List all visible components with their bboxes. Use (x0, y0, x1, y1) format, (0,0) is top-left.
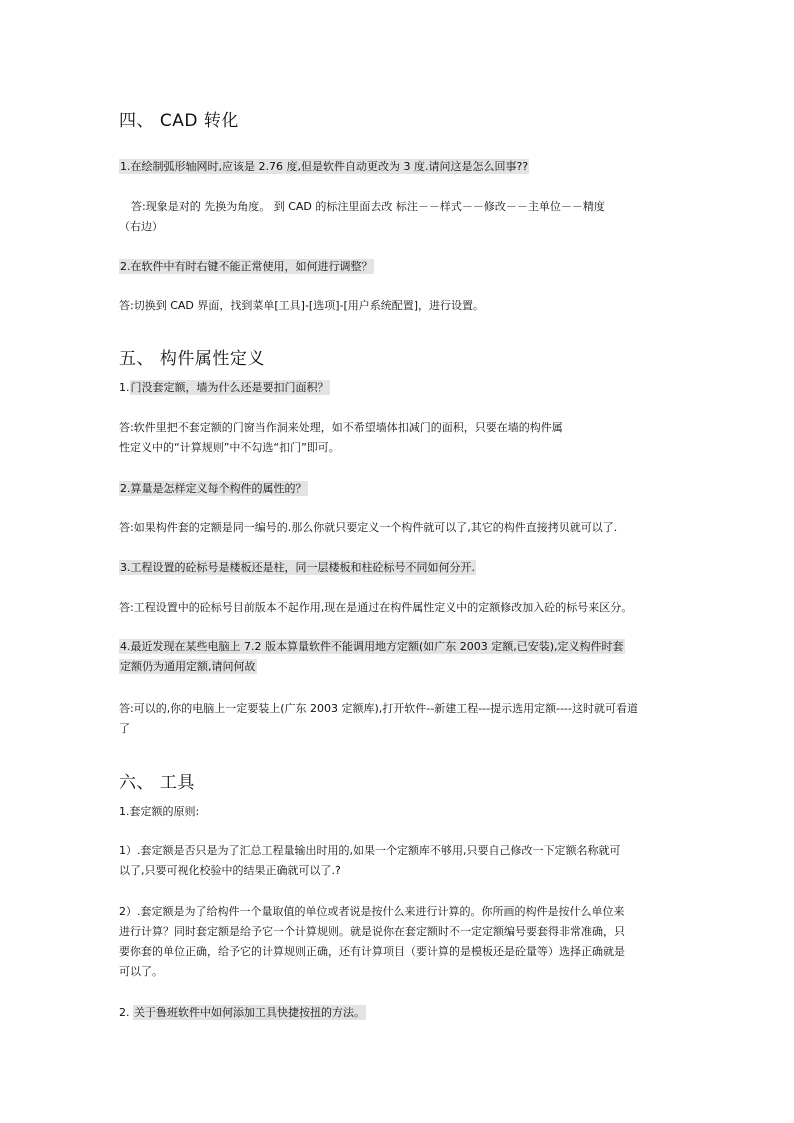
answer-1-line-2: 性定义中的“计算规则”中不勾选“扣门”即可。 (119, 441, 340, 454)
answer-1-line-2: （右边） (119, 220, 163, 233)
item-1-heading: 1.套定额的原则: (119, 805, 200, 818)
answer-1-line-1: 答:软件里把不套定额的门窗当作洞来处理，如不希望墙体扣减门的面积，只要在墙的构件属 (119, 421, 563, 434)
item-text: 关于鲁班软件中如何添加工具快捷按扭的方法。 (134, 1006, 365, 1019)
item-2-heading (119, 1003, 679, 1023)
question-text: 3.工程设置的砼标号是楼板还是柱，同一层楼板和柱砼标号不同如何分开. (120, 561, 475, 574)
paragraph-2-line-4: 可以了。 (119, 965, 163, 978)
answer-4-line-2: 了 (119, 722, 130, 735)
answer-1-line-1: 答:现象是对的 先换为角度。 到 CAD 的标注里面去改 标注－－样式－－修改－－主单位－－精度 (131, 200, 605, 213)
question-2 (119, 257, 679, 277)
question-2 (119, 479, 679, 499)
question-text: 2.在软件中有时右键不能正常使用，如何进行调整？ (120, 260, 373, 273)
question-3 (119, 558, 679, 578)
question-4-line-2 (119, 657, 679, 677)
paragraph-2-line-3: 要你套的单位正确，给予它的计算规则正确，还有计算项目（要计算的是模板还是砼量等）选择正确就是 (119, 945, 625, 958)
paragraph-2-line-1: 2）.套定额是为了给构件一个量取值的单位或者说是按什么来进行计算的。你所画的构件是按什么单位来 (119, 905, 625, 918)
question-text: 定额仍为通用定额,请问何故 (120, 660, 256, 673)
answer-2: 答:切换到 CAD 界面，找到菜单[工具]-[选项]-[用户系统配置]，进行设置。 (119, 299, 485, 312)
paragraph-2-line-2: 进行计算？同时套定额是给予它一个计算规则。就是说你在套定额时不一定定额编号要套得非常准确，只 (119, 925, 625, 938)
paragraph-1-line-1: 1）.套定额是否只是为了汇总工程量输出时用的,如果一个定额库不够用,只要自己修改一下定额名称就可 (119, 844, 621, 857)
question-text: 门没套定额，墙为什么还是要扣门面积？ (130, 381, 329, 394)
question-1 (119, 157, 679, 177)
question-text: 4.最近发现在某些电脑上 7.2 版本算量软件不能调用地方定额(如广东 2003 定额,已安装),定义构件时套 (120, 640, 624, 653)
paragraph-1-line-2: 以了,只要可视化校验中的结果正确就可以了.? (119, 864, 341, 877)
question-number: 1. (119, 381, 130, 394)
answer-4-line-1: 答:可以的,你的电脑上一定要装上(广东 2003 定额库),打开软件--新建工程---提示选用定额----这时就可看道 (119, 702, 638, 715)
section-heading-tools: 六、 工具 (119, 773, 195, 793)
question-1 (119, 378, 679, 398)
question-text: 1.在绘制弧形轴网时,应该是 2.76 度,但是软件自动更改为 3 度.请问这是怎么回事?? (120, 160, 529, 173)
section-heading-component-properties: 五、 构件属性定义 (119, 349, 265, 369)
answer-3: 答:工程设置中的砼标号目前版本不起作用,现在是通过在构件属性定义中的定额修改加入砼的标号来区分。 (119, 601, 633, 614)
question-4-line-1 (119, 637, 679, 657)
question-text: 2.算量是怎样定义每个构件的属性的？ (120, 482, 307, 495)
section-heading-cad: 四、 CAD 转化 (119, 111, 239, 131)
answer-2: 答:如果构件套的定额是同一编号的.那么你就只要定义一个构件就可以了,其它的构件直接拷贝就可以了. (119, 521, 618, 534)
item-number: 2. (119, 1006, 133, 1019)
